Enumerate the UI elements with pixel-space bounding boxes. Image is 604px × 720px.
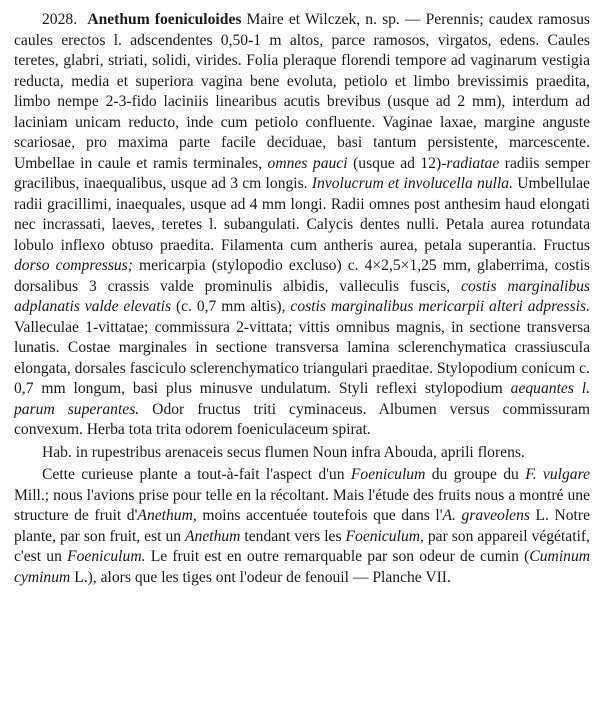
commentary-text: L. Notre plante, par son fruit, est un [14,507,590,545]
italic-term: Foeniculum, [345,527,424,545]
description-text: radiis semper gracilibus, inaequalibus, usque ad 3 cm longis. [14,154,590,192]
commentary-text: tendant vers les [240,527,346,545]
italic-term: aequantes l. parum superantes. [14,380,590,418]
commentary-text: moins accentuée toutefois que dans l' [196,507,443,524]
italic-term: dorso compressus; [14,257,133,274]
description-text: Umbellulae radii gracillimi, inaequales, usque ad 4 mm longi. Radii omnes post anthesim haud elongati nec incrassati, laeves, teretes l. subangulati. Calycis dentes nulli. Petala aurea rotundata lobulo inflexo obtuso praedita. Filamenta cum antheris aurea, petala superantia. Fructus [14,175,590,254]
italic-term: Cuminum cyminum [14,548,591,586]
description-text: Maire et Wilczek, n. sp. — Perennis; caudex ramosus caules erectos l. adscendentes 0,50-1 m altos, parce ramosos, virgatos, edens. Caules teretes, glabri, striati, solidi, virides. Folia pleraque florendi tempore ad vaginarum vestigia reducta, media et superiora vagina bene evoluta, petiolo et limbo brevissimis praedita, limbo nempe 2-3-fido laciniis linearibus acutis brevibus (usque ad 2 mm), interdum ad laciniam unicam reducto, inde cum petiolo confluente. Vaginae laxae, margine anguste scariosae, pro maxima parte facile deciduae, basi tantum persistente, marcescente. Umbellae in caule et ramis terminales, [14,11,591,172]
entry-number: 2028. [42,11,78,28]
commentary-text: Mill.; nous l'avions prise pour telle en la récoltant. Mais l'étude des fruits nous a montré une structure de fruit d' [14,486,590,524]
commentary-text: Cette curieuse plante a tout-à-fait l'aspect d'un [42,466,351,483]
habitat-paragraph: Hab. in rupestribus arenaceis secus flumen Noun infra Abouda, aprili florens. [42,443,525,461]
italic-term: omnes pauci [267,154,348,172]
italic-term: Foeniculum. [67,548,146,565]
italic-term: A. graveolens [442,507,530,524]
species-description [14,10,590,441]
commentary-text: du groupe du [425,466,526,483]
commentary-paragraph [14,465,590,588]
italic-term: Anethum [185,527,241,545]
italic-term: Foeniculum [350,466,426,483]
italic-term: costis marginalibus adplanatis valde elevatis [14,277,590,315]
description-text: mericarpia (stylopodio excluso) c. 4×2,5×1,25 mm, glaberrima, costis dorsalibus 3 crassis valde prominulis albidis, valleculis fuscis, [14,257,590,295]
commentary-text: L.), alors que les tiges ont l'odeur de fenouil — Planche VII. [70,568,451,586]
description-text: Valleculae 1-vittatae; commissura 2-vittata; vittis omnibus magnis, in sectione transversa lunatis. Costae marginales in sectione transversa lamina sclerenchymatica crassiuscula elongata, dorsales fasciculo sclerenchymatico triangulari praeditae. Stylopodium conicum c. 0,7 mm longum, basi plus minusve undulatum. Styli reflexi stylopodium [14,318,590,397]
description-text: (usque ad 12)- [347,154,447,172]
description-text: Odor fructus triti cyminaceus. Albumen versus commissuram convexum. Herba tota trita odorem foeniculaceum spirat. [14,400,591,438]
italic-term: costis marginalibus mericarpii alteri adpressis. [290,298,590,315]
italic-term: radiatae [446,154,500,172]
commentary-text: Le fruit est en outre remarquable par son odeur de cumin ( [145,548,530,565]
description-text: (c. 0,7 mm altis), [171,298,291,315]
italic-term: Anethum, [137,507,197,524]
commentary-text: par son appareil végétatif, c'est un [14,527,590,565]
species-name: Anethum foeniculoides [87,11,242,28]
italic-term: F. vulgare [525,466,590,483]
italic-term: Involucrum et involucella nulla. [311,175,513,192]
